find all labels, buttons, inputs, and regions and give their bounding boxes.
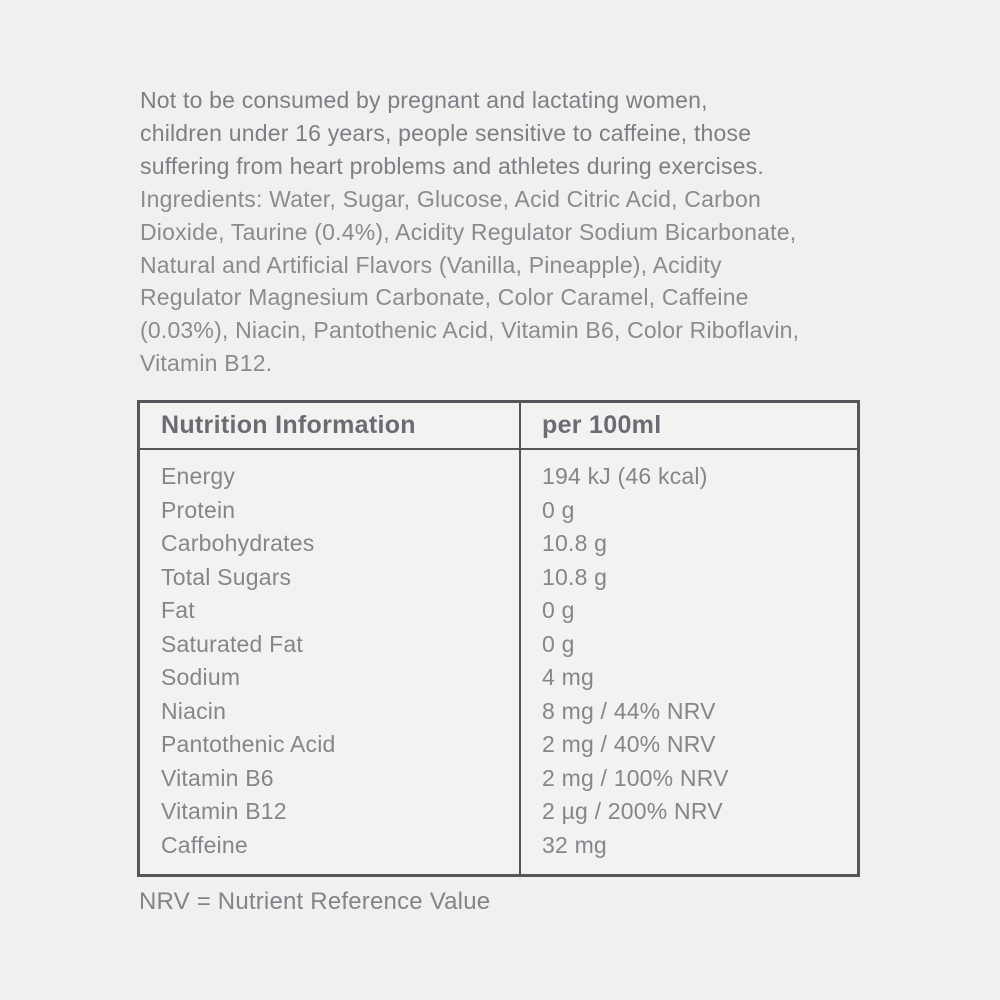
table-row	[140, 449, 857, 494]
nutrient-value: 0 g	[520, 594, 857, 628]
ingredients-paragraph	[140, 183, 799, 380]
nutrient-value: 0 g	[520, 494, 857, 528]
nutrient-value: 2 mg / 100% NRV	[520, 762, 857, 796]
table-row	[140, 594, 857, 628]
nutrient-label: Vitamin B12	[161, 798, 287, 824]
nutrient-label: Niacin	[161, 697, 227, 724]
nrv-footnote: NRV = Nutrient Reference Value	[139, 888, 491, 915]
nutrient-value: 32 mg	[520, 829, 857, 875]
nutrition-information-header: Nutrition Information	[140, 403, 520, 449]
ingredients-line: (0.03%), Niacin, Pantothenic Acid, Vitamin B6, Color Riboflavin,	[140, 317, 800, 344]
nutrient-label: Protein	[161, 496, 236, 523]
table-row	[140, 695, 857, 729]
nutrition-table	[140, 403, 857, 874]
table-row	[140, 628, 857, 662]
nutrient-label: Vitamin B6	[161, 764, 274, 791]
table-row	[140, 728, 857, 762]
nutrient-value: 2 µg / 200% NRV	[520, 795, 857, 829]
table-row	[140, 561, 857, 595]
table-row	[140, 494, 857, 528]
nutrient-value: 10.8 g	[520, 527, 857, 561]
warning-line: suffering from heart problems and athletes during exercises.	[140, 152, 764, 179]
nutrient-label: Sodium	[161, 664, 241, 690]
nutrient-label: Saturated Fat	[161, 630, 303, 657]
nutrient-value: 2 mg / 40% NRV	[520, 728, 857, 762]
nutrition-table-box	[137, 400, 860, 877]
nutrient-label: Pantothenic Acid	[161, 731, 336, 757]
caffeine-warning-paragraph	[140, 84, 764, 182]
nutrient-value: 194 kJ (46 kcal)	[520, 449, 857, 494]
table-header-row	[140, 403, 857, 449]
ingredients-line: Ingredients: Water, Sugar, Glucose, Acid Citric Acid, Carbon	[140, 186, 761, 212]
nutrient-value: 8 mg / 44% NRV	[520, 695, 857, 729]
table-row	[140, 527, 857, 561]
table-row	[140, 795, 857, 829]
nutrient-label: Total Sugars	[161, 563, 292, 590]
per-100ml-header: per 100ml	[520, 403, 857, 449]
nutrient-label: Carbohydrates	[161, 530, 315, 556]
nutrient-label: Fat	[161, 597, 195, 623]
table-row	[140, 829, 857, 875]
ingredients-line: Natural and Artificial Flavors (Vanilla, Pineapple), Acidity	[140, 251, 722, 278]
nutrient-label: Energy	[161, 463, 236, 489]
nutrient-value: 4 mg	[520, 661, 857, 695]
ingredients-line: Regulator Magnesium Carbonate, Color Caramel, Caffeine	[140, 284, 749, 311]
warning-line: children under 16 years, people sensitive to caffeine, those	[140, 119, 752, 146]
table-row	[140, 762, 857, 796]
ingredients-line: Dioxide, Taurine (0.4%), Acidity Regulator Sodium Bicarbonate,	[140, 218, 797, 245]
nutrient-label: Caffeine	[161, 831, 248, 858]
ingredients-line: Vitamin B12.	[140, 349, 273, 376]
table-row	[140, 661, 857, 695]
warning-line: Not to be consumed by pregnant and lactating women,	[140, 87, 708, 113]
nutrient-value: 10.8 g	[520, 561, 857, 595]
nutrient-value: 0 g	[520, 628, 857, 662]
